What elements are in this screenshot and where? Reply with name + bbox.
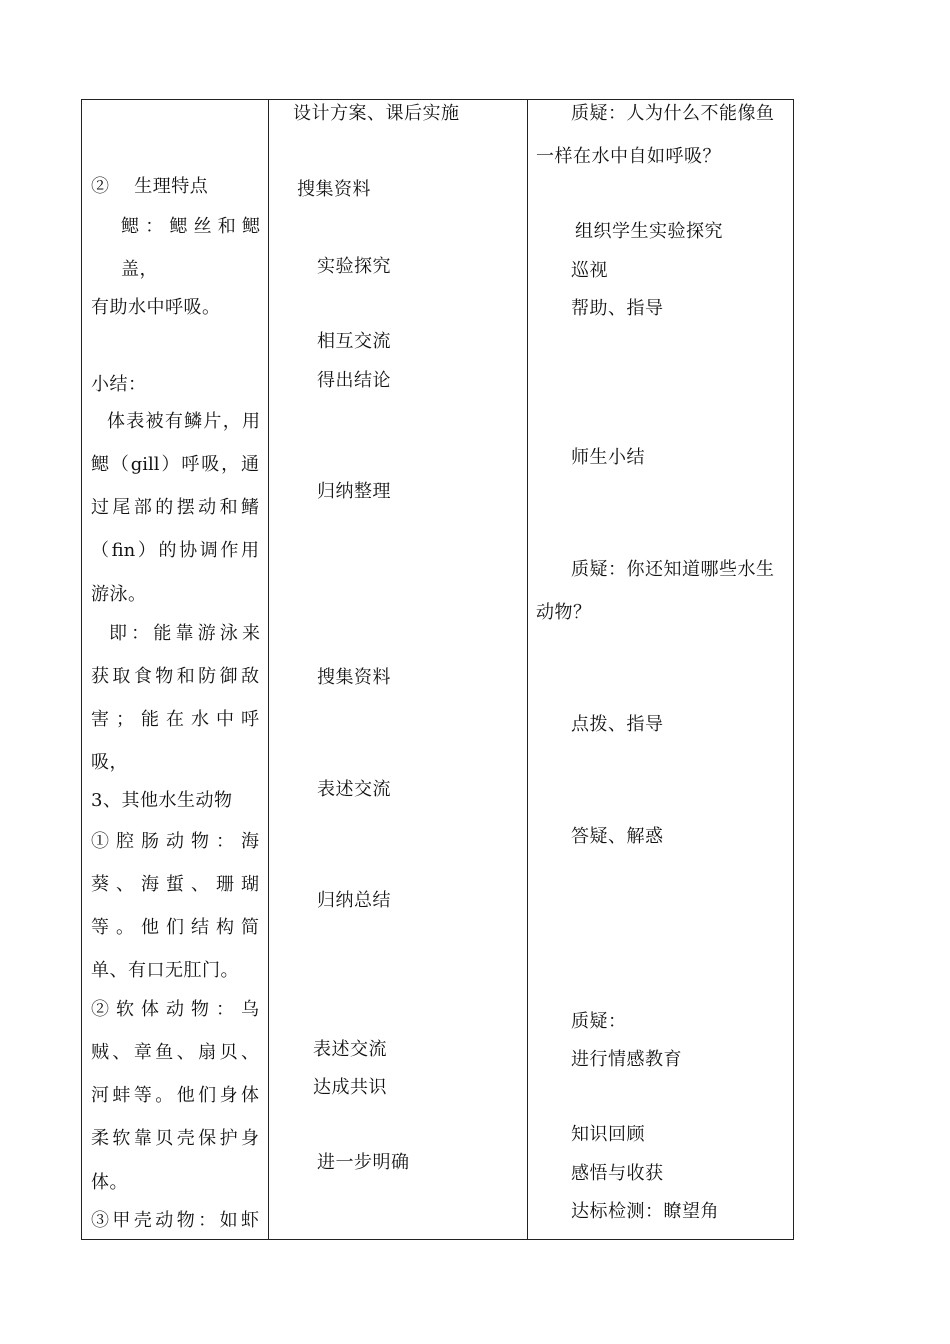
column-divider-1 [268, 100, 269, 1239]
content-line: 贼、章鱼、扇贝、 [91, 1042, 259, 1063]
activity-line: 归纳整理 [317, 481, 391, 502]
content-line: 葵、海蜇、珊瑚 [91, 874, 259, 895]
content-line: 有助水中呼吸。 [91, 297, 221, 318]
activity-line: 搜集资料 [317, 667, 391, 688]
teacher-line: 帮助、指导 [571, 298, 664, 319]
content-line: ①腔肠动物：海 [91, 831, 259, 852]
teacher-line: 质疑： [571, 1011, 627, 1032]
activity-line: 相互交流 [317, 331, 391, 352]
content-line: 盖， [121, 259, 158, 280]
content-line: 害；能在水中呼 [91, 709, 259, 730]
content-line: 获取食物和防御敌 [91, 666, 259, 687]
teacher-line: 质疑：你还知道哪些水生 [571, 559, 775, 580]
content-line: 体。 [91, 1172, 128, 1193]
teacher-line: 巡视 [571, 260, 608, 281]
teacher-line: 点拨、指导 [571, 714, 664, 735]
activity-line: 表述交流 [313, 1039, 387, 1060]
teacher-line: 达标检测：瞭望角 [571, 1201, 719, 1222]
teacher-line: 进行情感教育 [571, 1049, 682, 1070]
activity-line: 表述交流 [317, 779, 391, 800]
content-line: 3、其他水生动物 [91, 790, 233, 811]
teacher-line: 一样在水中自如呼吸？ [536, 146, 721, 167]
content-line: 鳃（gill）呼吸，通 [91, 454, 259, 475]
content-line: 吸， [91, 752, 128, 773]
teacher-line: 师生小结 [571, 447, 645, 468]
content-line: 等。他们结构简 [91, 917, 259, 938]
activity-line: 达成共识 [313, 1077, 387, 1098]
teacher-line: 组织学生实验探究 [575, 221, 723, 242]
content-line: 即：能靠游泳来 [109, 623, 260, 644]
activity-line: 搜集资料 [297, 179, 371, 200]
activity-line: 设计方案、课后实施 [293, 103, 460, 124]
content-line: 河蚌等。他们身体 [91, 1085, 259, 1106]
teacher-line: 答疑、解惑 [571, 826, 664, 847]
teacher-line: 感悟与收获 [571, 1163, 664, 1184]
content-line: 过尾部的摆动和鳍 [91, 497, 259, 518]
content-line: ② 生理特点 [91, 176, 209, 197]
content-line: （fin）的协调作用 [91, 540, 259, 561]
content-line: 柔软靠贝壳保护身 [91, 1128, 259, 1149]
teacher-line: 知识回顾 [571, 1124, 645, 1145]
column-divider-2 [527, 100, 528, 1239]
activity-line: 实验探究 [317, 256, 391, 277]
activity-line: 得出结论 [317, 370, 391, 391]
content-line: ③甲壳动物：如虾 [91, 1210, 259, 1231]
activity-line: 归纳总结 [317, 890, 391, 911]
activity-line: 进一步明确 [317, 1152, 410, 1173]
content-line: 鳃：鳃丝和鳃 [121, 216, 260, 237]
teacher-line: 质疑：人为什么不能像鱼 [571, 103, 775, 124]
teacher-line: 动物？ [536, 602, 592, 623]
content-line: 小结： [91, 374, 147, 395]
content-line: 游泳。 [91, 584, 147, 605]
content-line: ②软体动物：乌 [91, 999, 259, 1020]
content-line: 单、有口无肛门。 [91, 960, 239, 981]
content-line: 体表被有鳞片，用 [107, 411, 260, 432]
